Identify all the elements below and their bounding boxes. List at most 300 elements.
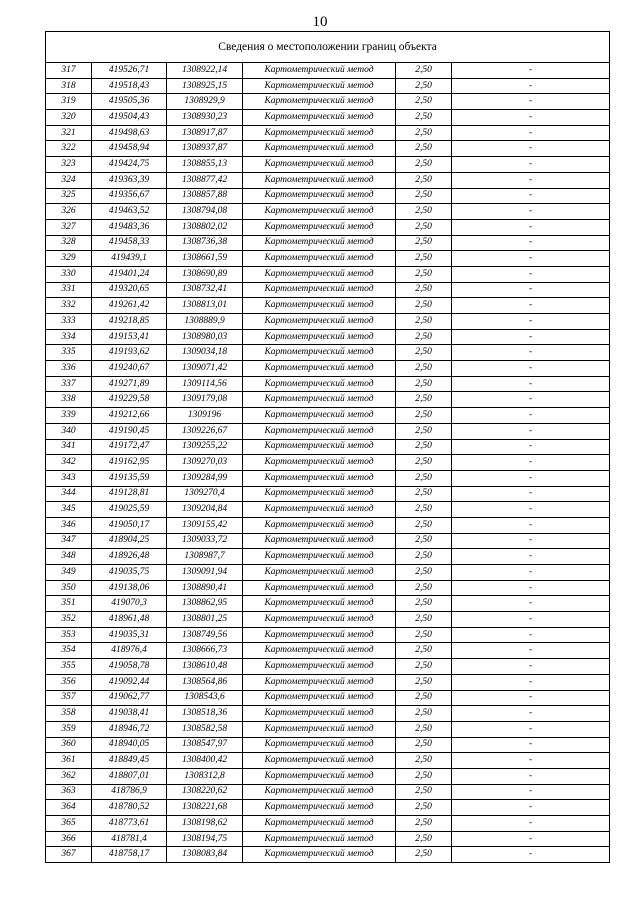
method-cell: Картометрический метод: [243, 517, 396, 533]
x-coordinate-cell: 419218,85: [92, 314, 167, 330]
y-coordinate-cell: 1308690,89: [167, 266, 243, 282]
y-coordinate-cell: 1309155,42: [167, 517, 243, 533]
accuracy-cell: 2,50: [396, 298, 452, 314]
description-cell: -: [452, 517, 610, 533]
y-coordinate-cell: 1308922,14: [167, 63, 243, 79]
point-number-cell: 329: [46, 251, 92, 267]
x-coordinate-cell: 419458,33: [92, 235, 167, 251]
method-cell: Картометрический метод: [243, 831, 396, 847]
method-cell: Картометрический метод: [243, 94, 396, 110]
table-row: [46, 110, 610, 126]
y-coordinate-cell: 1309033,72: [167, 533, 243, 549]
accuracy-cell: 2,50: [396, 784, 452, 800]
description-cell: -: [452, 423, 610, 439]
y-coordinate-cell: 1308400,42: [167, 753, 243, 769]
accuracy-cell: 2,50: [396, 439, 452, 455]
accuracy-cell: 2,50: [396, 847, 452, 863]
x-coordinate-cell: 419261,42: [92, 298, 167, 314]
accuracy-cell: 2,50: [396, 392, 452, 408]
x-coordinate-cell: 419035,75: [92, 565, 167, 581]
point-number-cell: 346: [46, 517, 92, 533]
description-cell: -: [452, 298, 610, 314]
description-cell: -: [452, 361, 610, 377]
y-coordinate-cell: 1309091,94: [167, 565, 243, 581]
description-cell: -: [452, 455, 610, 471]
y-coordinate-cell: 1308980,03: [167, 329, 243, 345]
x-coordinate-cell: 419458,94: [92, 141, 167, 157]
x-coordinate-cell: 419483,36: [92, 219, 167, 235]
point-number-cell: 330: [46, 266, 92, 282]
method-cell: Картометрический метод: [243, 800, 396, 816]
y-coordinate-cell: 1308877,42: [167, 172, 243, 188]
method-cell: Картометрический метод: [243, 314, 396, 330]
y-coordinate-cell: 1308749,56: [167, 627, 243, 643]
point-number-cell: 350: [46, 580, 92, 596]
method-cell: Картометрический метод: [243, 125, 396, 141]
table-header-row: [46, 32, 610, 63]
description-cell: -: [452, 125, 610, 141]
method-cell: Картометрический метод: [243, 361, 396, 377]
method-cell: Картометрический метод: [243, 282, 396, 298]
accuracy-cell: 2,50: [396, 235, 452, 251]
method-cell: Картометрический метод: [243, 157, 396, 173]
method-cell: Картометрический метод: [243, 423, 396, 439]
accuracy-cell: 2,50: [396, 643, 452, 659]
point-number-cell: 358: [46, 706, 92, 722]
y-coordinate-cell: 1308802,02: [167, 219, 243, 235]
accuracy-cell: 2,50: [396, 251, 452, 267]
method-cell: Картометрический метод: [243, 266, 396, 282]
description-cell: -: [452, 768, 610, 784]
accuracy-cell: 2,50: [396, 266, 452, 282]
point-number-cell: 322: [46, 141, 92, 157]
description-cell: -: [452, 816, 610, 832]
accuracy-cell: 2,50: [396, 753, 452, 769]
point-number-cell: 351: [46, 596, 92, 612]
table-row: [46, 800, 610, 816]
method-cell: Картометрический метод: [243, 816, 396, 832]
x-coordinate-cell: 418976,4: [92, 643, 167, 659]
accuracy-cell: 2,50: [396, 706, 452, 722]
point-number-cell: 353: [46, 627, 92, 643]
description-cell: -: [452, 110, 610, 126]
point-number-cell: 364: [46, 800, 92, 816]
accuracy-cell: 2,50: [396, 455, 452, 471]
description-cell: -: [452, 172, 610, 188]
description-cell: -: [452, 706, 610, 722]
table-row: [46, 816, 610, 832]
method-cell: Картометрический метод: [243, 298, 396, 314]
method-cell: Картометрический метод: [243, 141, 396, 157]
point-number-cell: 357: [46, 690, 92, 706]
y-coordinate-cell: 1308666,73: [167, 643, 243, 659]
y-coordinate-cell: 1308862,95: [167, 596, 243, 612]
method-cell: Картометрический метод: [243, 847, 396, 863]
accuracy-cell: 2,50: [396, 831, 452, 847]
x-coordinate-cell: 418961,48: [92, 612, 167, 628]
x-coordinate-cell: 419439,1: [92, 251, 167, 267]
point-number-cell: 323: [46, 157, 92, 173]
point-number-cell: 317: [46, 63, 92, 79]
boundary-table: [45, 31, 610, 863]
table-row: [46, 361, 610, 377]
description-cell: -: [452, 847, 610, 863]
table-row: [46, 596, 610, 612]
table-row: [46, 470, 610, 486]
method-cell: Картометрический метод: [243, 63, 396, 79]
y-coordinate-cell: 1308855,13: [167, 157, 243, 173]
point-number-cell: 359: [46, 721, 92, 737]
accuracy-cell: 2,50: [396, 345, 452, 361]
accuracy-cell: 2,50: [396, 627, 452, 643]
accuracy-cell: 2,50: [396, 470, 452, 486]
y-coordinate-cell: 1308661,59: [167, 251, 243, 267]
table-row: [46, 721, 610, 737]
accuracy-cell: 2,50: [396, 690, 452, 706]
y-coordinate-cell: 1308220,62: [167, 784, 243, 800]
x-coordinate-cell: 419504,43: [92, 110, 167, 126]
x-coordinate-cell: 419212,66: [92, 408, 167, 424]
point-number-cell: 336: [46, 361, 92, 377]
description-cell: -: [452, 612, 610, 628]
method-cell: Картометрический метод: [243, 596, 396, 612]
point-number-cell: 333: [46, 314, 92, 330]
point-number-cell: 341: [46, 439, 92, 455]
y-coordinate-cell: 1309179,08: [167, 392, 243, 408]
point-number-cell: 324: [46, 172, 92, 188]
description-cell: -: [452, 831, 610, 847]
table-row: [46, 831, 610, 847]
y-coordinate-cell: 1309204,84: [167, 502, 243, 518]
y-coordinate-cell: 1309255,22: [167, 439, 243, 455]
x-coordinate-cell: 418849,45: [92, 753, 167, 769]
table-row: [46, 455, 610, 471]
accuracy-cell: 2,50: [396, 659, 452, 675]
point-number-cell: 332: [46, 298, 92, 314]
x-coordinate-cell: 419128,81: [92, 486, 167, 502]
accuracy-cell: 2,50: [396, 565, 452, 581]
x-coordinate-cell: 418781,4: [92, 831, 167, 847]
method-cell: Картометрический метод: [243, 690, 396, 706]
description-cell: -: [452, 345, 610, 361]
x-coordinate-cell: 419271,89: [92, 376, 167, 392]
point-number-cell: 347: [46, 533, 92, 549]
table-row: [46, 706, 610, 722]
x-coordinate-cell: 419356,67: [92, 188, 167, 204]
accuracy-cell: 2,50: [396, 63, 452, 79]
table-row: [46, 251, 610, 267]
y-coordinate-cell: 1308889,9: [167, 314, 243, 330]
accuracy-cell: 2,50: [396, 549, 452, 565]
x-coordinate-cell: 419050,17: [92, 517, 167, 533]
point-number-cell: 344: [46, 486, 92, 502]
description-cell: -: [452, 376, 610, 392]
x-coordinate-cell: 419240,67: [92, 361, 167, 377]
table-row: [46, 517, 610, 533]
x-coordinate-cell: 419320,65: [92, 282, 167, 298]
description-cell: -: [452, 753, 610, 769]
point-number-cell: 348: [46, 549, 92, 565]
x-coordinate-cell: 419190,45: [92, 423, 167, 439]
point-number-cell: 367: [46, 847, 92, 863]
table-row: [46, 266, 610, 282]
y-coordinate-cell: 1308610,48: [167, 659, 243, 675]
accuracy-cell: 2,50: [396, 110, 452, 126]
table-row: [46, 612, 610, 628]
description-cell: -: [452, 314, 610, 330]
table-row: [46, 298, 610, 314]
description-cell: -: [452, 141, 610, 157]
table-row: [46, 565, 610, 581]
description-cell: -: [452, 643, 610, 659]
y-coordinate-cell: 1308564,86: [167, 674, 243, 690]
accuracy-cell: 2,50: [396, 768, 452, 784]
y-coordinate-cell: 1308198,62: [167, 816, 243, 832]
point-number-cell: 360: [46, 737, 92, 753]
y-coordinate-cell: 1308194,75: [167, 831, 243, 847]
table-row: [46, 282, 610, 298]
accuracy-cell: 2,50: [396, 502, 452, 518]
x-coordinate-cell: 418946,72: [92, 721, 167, 737]
x-coordinate-cell: 418780,52: [92, 800, 167, 816]
table-row: [46, 847, 610, 863]
x-coordinate-cell: 419401,24: [92, 266, 167, 282]
y-coordinate-cell: 1309034,18: [167, 345, 243, 361]
point-number-cell: 365: [46, 816, 92, 832]
description-cell: -: [452, 502, 610, 518]
y-coordinate-cell: 1308582,58: [167, 721, 243, 737]
y-coordinate-cell: 1309270,03: [167, 455, 243, 471]
method-cell: Картометрический метод: [243, 439, 396, 455]
method-cell: Картометрический метод: [243, 376, 396, 392]
method-cell: Картометрический метод: [243, 612, 396, 628]
x-coordinate-cell: 419153,41: [92, 329, 167, 345]
accuracy-cell: 2,50: [396, 580, 452, 596]
x-coordinate-cell: 419058,78: [92, 659, 167, 675]
accuracy-cell: 2,50: [396, 816, 452, 832]
point-number-cell: 337: [46, 376, 92, 392]
accuracy-cell: 2,50: [396, 612, 452, 628]
method-cell: Картометрический метод: [243, 753, 396, 769]
table-row: [46, 549, 610, 565]
y-coordinate-cell: 1308547,97: [167, 737, 243, 753]
method-cell: Картометрический метод: [243, 627, 396, 643]
accuracy-cell: 2,50: [396, 596, 452, 612]
x-coordinate-cell: 419138,06: [92, 580, 167, 596]
point-number-cell: 361: [46, 753, 92, 769]
description-cell: -: [452, 533, 610, 549]
method-cell: Картометрический метод: [243, 251, 396, 267]
description-cell: -: [452, 721, 610, 737]
accuracy-cell: 2,50: [396, 329, 452, 345]
description-cell: -: [452, 596, 610, 612]
point-number-cell: 320: [46, 110, 92, 126]
method-cell: Картометрический метод: [243, 204, 396, 220]
x-coordinate-cell: 419035,31: [92, 627, 167, 643]
method-cell: Картометрический метод: [243, 502, 396, 518]
description-cell: -: [452, 627, 610, 643]
accuracy-cell: 2,50: [396, 282, 452, 298]
method-cell: Картометрический метод: [243, 674, 396, 690]
y-coordinate-cell: 1309270,4: [167, 486, 243, 502]
method-cell: Картометрический метод: [243, 768, 396, 784]
table-row: [46, 408, 610, 424]
table-row: [46, 502, 610, 518]
x-coordinate-cell: 419526,71: [92, 63, 167, 79]
accuracy-cell: 2,50: [396, 219, 452, 235]
table-row: [46, 157, 610, 173]
point-number-cell: 339: [46, 408, 92, 424]
point-number-cell: 340: [46, 423, 92, 439]
table-row: [46, 141, 610, 157]
point-number-cell: 326: [46, 204, 92, 220]
x-coordinate-cell: 419070,3: [92, 596, 167, 612]
table-row: [46, 314, 610, 330]
x-coordinate-cell: 419135,59: [92, 470, 167, 486]
method-cell: Картометрический метод: [243, 219, 396, 235]
method-cell: Картометрический метод: [243, 565, 396, 581]
table-row: [46, 643, 610, 659]
description-cell: -: [452, 439, 610, 455]
table-row: [46, 78, 610, 94]
description-cell: -: [452, 800, 610, 816]
description-cell: -: [452, 251, 610, 267]
table-row: [46, 329, 610, 345]
y-coordinate-cell: 1309226,67: [167, 423, 243, 439]
x-coordinate-cell: 419092,44: [92, 674, 167, 690]
y-coordinate-cell: 1309114,56: [167, 376, 243, 392]
table-row: [46, 376, 610, 392]
accuracy-cell: 2,50: [396, 800, 452, 816]
table-row: [46, 439, 610, 455]
point-number-cell: 318: [46, 78, 92, 94]
method-cell: Картометрический метод: [243, 188, 396, 204]
table-row: [46, 235, 610, 251]
method-cell: Картометрический метод: [243, 470, 396, 486]
method-cell: Картометрический метод: [243, 533, 396, 549]
table-row: [46, 690, 610, 706]
table-row: [46, 674, 610, 690]
y-coordinate-cell: 1308801,25: [167, 612, 243, 628]
table-row: [46, 94, 610, 110]
y-coordinate-cell: 1308930,23: [167, 110, 243, 126]
x-coordinate-cell: 419505,36: [92, 94, 167, 110]
point-number-cell: 349: [46, 565, 92, 581]
table-row: [46, 737, 610, 753]
description-cell: -: [452, 392, 610, 408]
table-row: [46, 659, 610, 675]
method-cell: Картометрический метод: [243, 643, 396, 659]
method-cell: Картометрический метод: [243, 172, 396, 188]
accuracy-cell: 2,50: [396, 517, 452, 533]
x-coordinate-cell: 419025,59: [92, 502, 167, 518]
method-cell: Картометрический метод: [243, 345, 396, 361]
description-cell: -: [452, 94, 610, 110]
table-row: [46, 753, 610, 769]
table-title: Сведения о местоположении границ объекта: [46, 32, 610, 63]
x-coordinate-cell: 418786,9: [92, 784, 167, 800]
method-cell: Картометрический метод: [243, 329, 396, 345]
description-cell: -: [452, 329, 610, 345]
point-number-cell: 321: [46, 125, 92, 141]
x-coordinate-cell: 418940,05: [92, 737, 167, 753]
accuracy-cell: 2,50: [396, 125, 452, 141]
accuracy-cell: 2,50: [396, 674, 452, 690]
description-cell: -: [452, 157, 610, 173]
y-coordinate-cell: 1308917,87: [167, 125, 243, 141]
x-coordinate-cell: 419498,63: [92, 125, 167, 141]
accuracy-cell: 2,50: [396, 141, 452, 157]
x-coordinate-cell: 418904,25: [92, 533, 167, 549]
method-cell: Картометрический метод: [243, 486, 396, 502]
point-number-cell: 338: [46, 392, 92, 408]
description-cell: -: [452, 204, 610, 220]
y-coordinate-cell: 1309071,42: [167, 361, 243, 377]
y-coordinate-cell: 1308929,9: [167, 94, 243, 110]
y-coordinate-cell: 1308221,68: [167, 800, 243, 816]
method-cell: Картометрический метод: [243, 549, 396, 565]
y-coordinate-cell: 1309196: [167, 408, 243, 424]
point-number-cell: 319: [46, 94, 92, 110]
point-number-cell: 334: [46, 329, 92, 345]
x-coordinate-cell: 419038,41: [92, 706, 167, 722]
point-number-cell: 327: [46, 219, 92, 235]
table-row: [46, 423, 610, 439]
description-cell: -: [452, 63, 610, 79]
y-coordinate-cell: 1308518,36: [167, 706, 243, 722]
point-number-cell: 343: [46, 470, 92, 486]
method-cell: Картометрический метод: [243, 408, 396, 424]
x-coordinate-cell: 419229,58: [92, 392, 167, 408]
method-cell: Картометрический метод: [243, 392, 396, 408]
point-number-cell: 352: [46, 612, 92, 628]
accuracy-cell: 2,50: [396, 172, 452, 188]
y-coordinate-cell: 1308925,15: [167, 78, 243, 94]
table-row: [46, 486, 610, 502]
point-number-cell: 355: [46, 659, 92, 675]
table-row: [46, 392, 610, 408]
point-number-cell: 362: [46, 768, 92, 784]
x-coordinate-cell: 419193,62: [92, 345, 167, 361]
method-cell: Картометрический метод: [243, 721, 396, 737]
page-number: 10: [312, 14, 328, 30]
y-coordinate-cell: 1308312,8: [167, 768, 243, 784]
table-row: [46, 172, 610, 188]
table-row: [46, 533, 610, 549]
accuracy-cell: 2,50: [396, 188, 452, 204]
y-coordinate-cell: 1308857,88: [167, 188, 243, 204]
point-number-cell: 335: [46, 345, 92, 361]
x-coordinate-cell: 418926,48: [92, 549, 167, 565]
description-cell: -: [452, 659, 610, 675]
method-cell: Картометрический метод: [243, 235, 396, 251]
table-row: [46, 125, 610, 141]
accuracy-cell: 2,50: [396, 376, 452, 392]
x-coordinate-cell: 419518,43: [92, 78, 167, 94]
description-cell: -: [452, 565, 610, 581]
accuracy-cell: 2,50: [396, 314, 452, 330]
point-number-cell: 325: [46, 188, 92, 204]
table-row: [46, 768, 610, 784]
y-coordinate-cell: 1308083,84: [167, 847, 243, 863]
point-number-cell: 356: [46, 674, 92, 690]
description-cell: -: [452, 737, 610, 753]
description-cell: -: [452, 580, 610, 596]
table-row: [46, 219, 610, 235]
description-cell: -: [452, 674, 610, 690]
table-row: [46, 784, 610, 800]
accuracy-cell: 2,50: [396, 361, 452, 377]
